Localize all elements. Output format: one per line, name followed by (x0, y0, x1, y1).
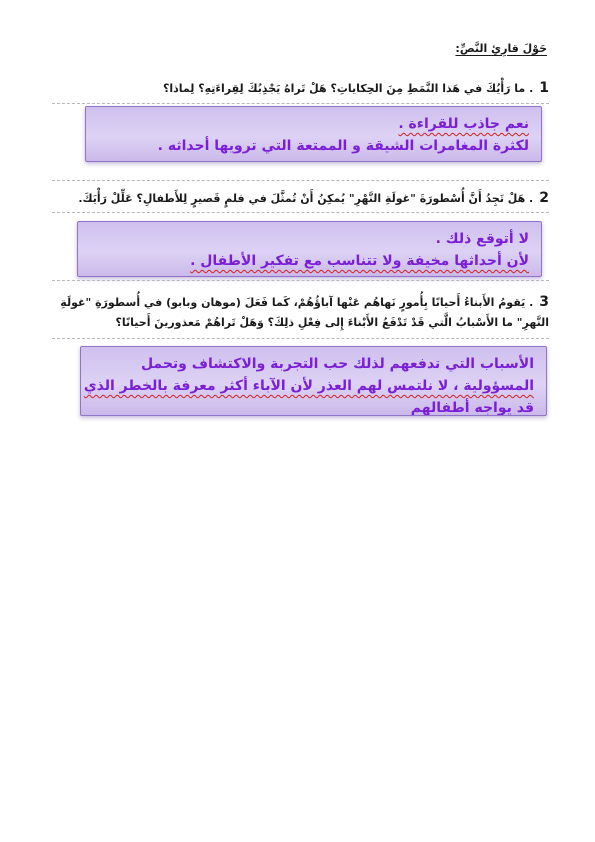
dashed-line (52, 338, 549, 339)
answer-line: المسؤولية ، لا نلتمس لهم العذر لأن الآباء أكثر معرفة بالخطر الذي (83, 378, 534, 394)
dashed-line (52, 212, 549, 213)
question-number: 1 (539, 80, 549, 96)
answer-line: لا أتوقع ذلك . (435, 231, 529, 247)
question-number: 2 (539, 190, 549, 206)
dashed-line (52, 280, 549, 281)
question-number: 3 (539, 294, 549, 310)
answer-line: نعم جاذب للقراءة . (398, 116, 529, 132)
answer-line: لكثرة المغامرات الشيقة و الممتعة التي ترويها أحداثه . (157, 138, 529, 154)
question-3 (52, 292, 549, 333)
answer-line: لأن أحداثها مخيفة ولا تتناسب مع تفكير الأطفال . (190, 253, 529, 269)
question-text: . يَقومُ الأَبناءُ أَحيانًا بِأُمورٍ نَهاهُم عَنْها آباؤُهُمْ، كَما فَعَلَ (موهان وبابو) في أُسطورَةِ "غولَةِ النَّهرِ" ما الأَسْبابُ الَّتي قَدْ تَدْفَعُ الأَبْناءَ إِلى فِعْلِ ذلِكَ؟ وَهَلْ تَراهُمْ مَعذورينَ أَحيانًا؟ (60, 296, 549, 329)
section-heading: حَوْلَ قارِئِ النَّصِّ: (455, 42, 547, 55)
question-text: . هَلْ تَجِدُ أَنَّ أُسْطورَةَ "غولَةِ النَّهْرِ" يُمكِنُ أَنْ تُمثَّلَ في فلمٍ قَصيرٍ لِلأَطفالِ؟ عَلِّلْ رَأْيَكَ. (78, 192, 534, 205)
dashed-line (52, 103, 549, 104)
question-text: . ما رَأْيُكَ في هَذا النَّمَطِ مِنَ الحِكاياتِ؟ هَلْ تَراهُ يَجْذِبُكَ لِقِراءَتِهِ؟ لِماذا؟ (162, 82, 534, 95)
answer-line: الأسباب التي تدفعهم لذلك حب التجربة والاكتشاف وتحمل (140, 356, 534, 372)
answer-line: قد يواجه أطفالهم (410, 400, 534, 416)
question-1 (60, 78, 549, 99)
dashed-line (52, 180, 549, 181)
answer-box-3[interactable] (80, 346, 547, 416)
answer-box-2[interactable] (77, 221, 542, 277)
question-2 (60, 188, 549, 209)
answer-box-1[interactable] (85, 106, 542, 162)
